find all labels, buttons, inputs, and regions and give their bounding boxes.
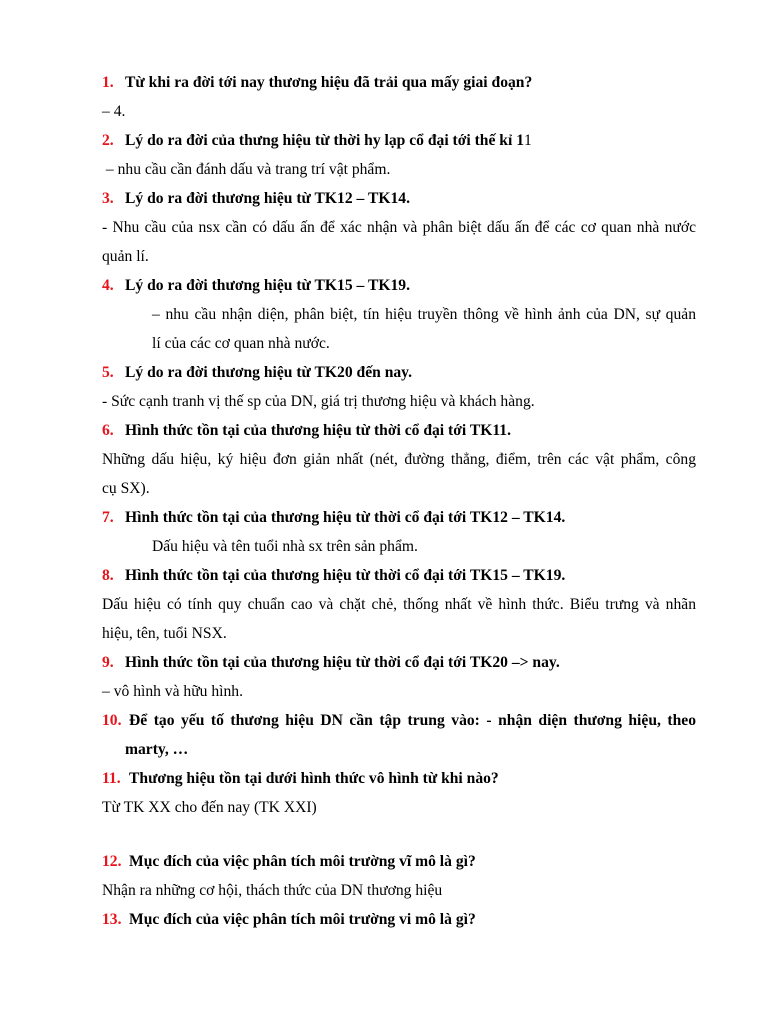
- question-10-line-2: marty, …: [125, 741, 189, 758]
- question-8: [102, 566, 565, 586]
- question-1: [102, 73, 532, 93]
- answer-3-line-1: - Nhu cầu của nsx cần có dấu ấn để xác nhận và phân biệt dấu ấn để các cơ quan nhà nước: [102, 219, 696, 236]
- question-number: 2.: [102, 132, 114, 149]
- question-number: 3.: [102, 190, 114, 207]
- question-text: Để tạo yếu tố thương hiệu DN cần tập trung vào: - nhận diện thương hiệu, theo: [129, 712, 696, 729]
- question-text: Lý do ra đời thương hiệu từ TK20 đến nay.: [125, 364, 412, 381]
- question-text: Hình thức tồn tại của thương hiệu từ thời cổ đại tới TK20 –> nay.: [125, 654, 560, 671]
- answer-1: – 4.: [102, 103, 126, 120]
- answer-11: Từ TK XX cho đến nay (TK XXI): [102, 799, 317, 816]
- question-text: Lý do ra đời thương hiệu từ TK12 – TK14.: [125, 190, 410, 207]
- answer-5: - Sức cạnh tranh vị thế sp của DN, giá trị thương hiệu và khách hàng.: [102, 393, 535, 410]
- question-5: [102, 363, 412, 383]
- answer-7: Dấu hiệu và tên tuổi nhà sx trên sản phẩm.: [152, 538, 418, 555]
- question-number: 4.: [102, 277, 114, 294]
- answer-6-line-2: cụ SX).: [102, 480, 150, 497]
- question-4: [102, 276, 410, 296]
- answer-4-line-1: – nhu cầu nhận diện, phân biệt, tín hiệu truyền thông về hình ảnh của DN, sự quản: [152, 306, 696, 323]
- question-13: [102, 910, 476, 930]
- answer-2: – nhu cầu cần đánh dấu và trang trí vật phẩm.: [102, 161, 391, 178]
- answer-6-line-1: Những dấu hiệu, ký hiệu đơn giản nhất (nét, đường thẳng, điểm, trên các vật phẩm, công: [102, 451, 696, 468]
- answer-8-line-1: Dấu hiệu có tính quy chuẩn cao và chặt chẻ, thống nhất về hình thức. Biểu trưng và nhãn: [102, 596, 696, 613]
- answer-8-line-2: hiệu, tên, tuổi NSX.: [102, 625, 227, 642]
- question-text: Mục đích của việc phân tích môi trường vĩ mô là gì?: [129, 853, 476, 870]
- question-text: Lý do ra đời của thưng hiệu từ thời hy lạp cổ đại tới thế kỉ 1: [125, 132, 525, 149]
- question-11: [102, 769, 499, 789]
- question-number: 13.: [102, 911, 122, 928]
- question-number: 6.: [102, 422, 114, 439]
- question-text: Hình thức tồn tại của thương hiệu từ thời cổ đại tới TK12 – TK14.: [125, 509, 566, 526]
- question-number: 12.: [102, 853, 122, 870]
- question-number: 10.: [102, 712, 122, 729]
- question-text-tail: 1: [524, 132, 532, 149]
- question-number: 8.: [102, 567, 114, 584]
- question-text: Mục đích của việc phân tích môi trường vi mô là gì?: [129, 911, 476, 928]
- question-3: [102, 189, 410, 209]
- answer-3-line-2: quản lí.: [102, 248, 149, 265]
- question-10-line-1: [102, 711, 696, 731]
- answer-4-line-2: lí của các cơ quan nhà nước.: [152, 335, 330, 352]
- answer-12: Nhận ra những cơ hội, thách thức của DN thương hiệu: [102, 882, 443, 899]
- question-text: Lý do ra đời thương hiệu từ TK15 – TK19.: [125, 277, 410, 294]
- question-12: [102, 852, 476, 872]
- question-text: Từ khi ra đời tới nay thương hiệu đã trải qua mấy giai đoạn?: [125, 74, 533, 91]
- question-9: [102, 653, 560, 673]
- question-number: 11.: [102, 770, 121, 787]
- question-number: 5.: [102, 364, 114, 381]
- question-text: Hình thức tồn tại của thương hiệu từ thời cổ đại tới TK15 – TK19.: [125, 567, 566, 584]
- question-6: [102, 421, 511, 441]
- question-number: 1.: [102, 74, 114, 91]
- question-number: 7.: [102, 509, 114, 526]
- answer-9: – vô hình và hữu hình.: [102, 683, 243, 700]
- question-text: Hình thức tồn tại của thương hiệu từ thời cổ đại tới TK11.: [125, 422, 511, 439]
- question-text: Thương hiệu tồn tại dưới hình thức vô hình từ khi nào?: [129, 770, 499, 787]
- question-number: 9.: [102, 654, 114, 671]
- question-2: [102, 131, 532, 151]
- question-7: [102, 508, 565, 528]
